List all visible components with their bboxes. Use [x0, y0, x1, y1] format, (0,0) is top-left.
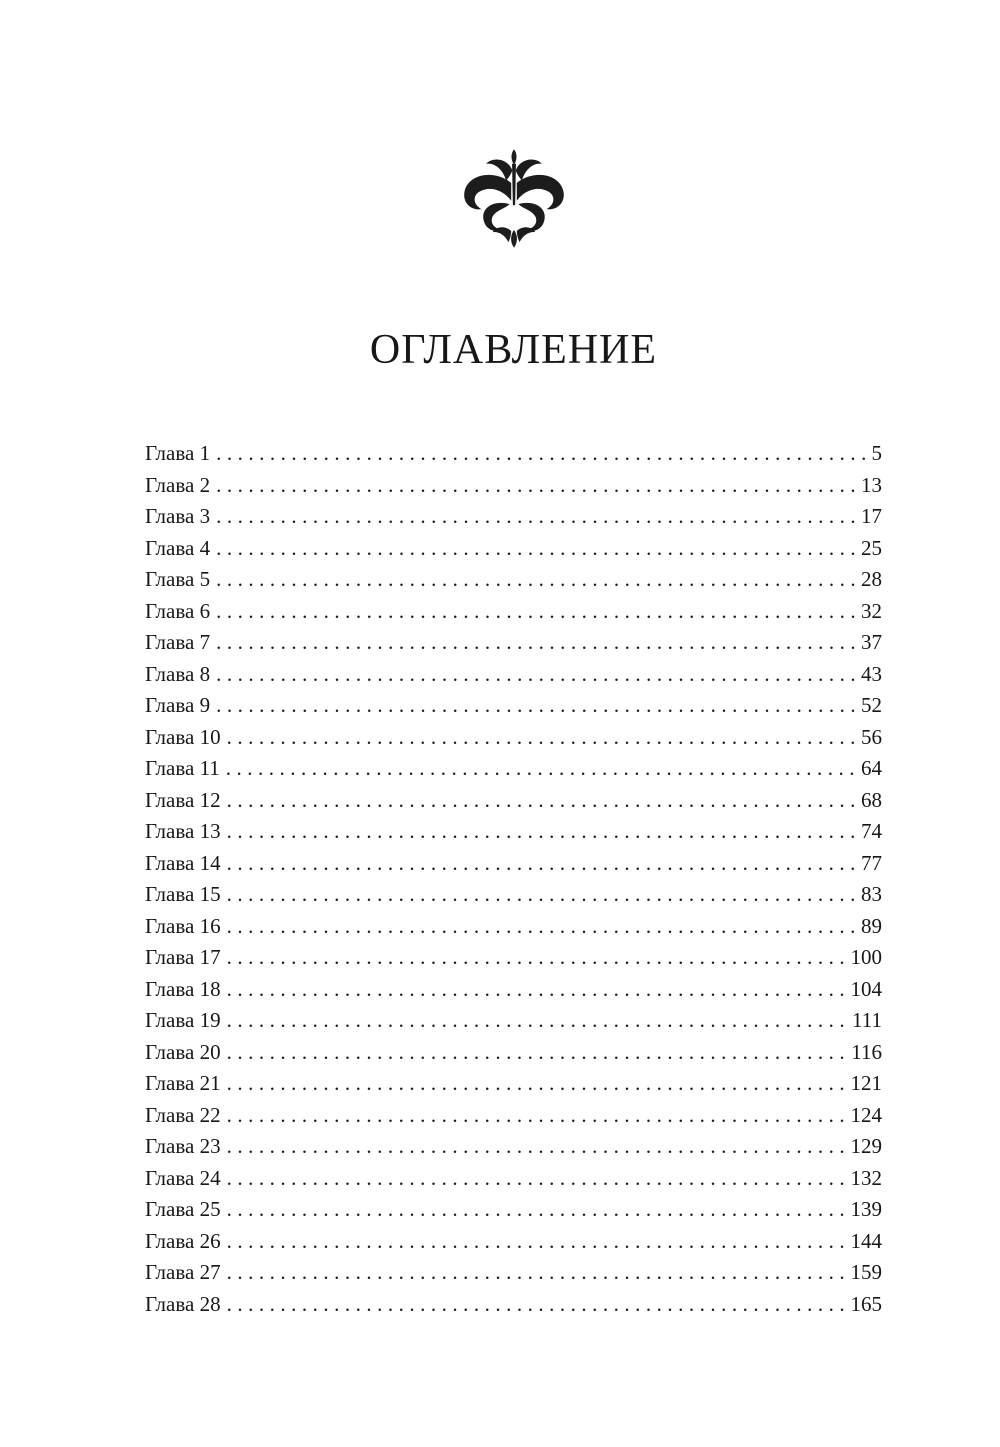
dot-leader — [216, 438, 868, 470]
toc-entry[interactable] — [145, 974, 882, 1006]
toc-entry[interactable] — [145, 596, 882, 628]
toc-entry-page: 139 — [850, 1197, 882, 1221]
toc-entry[interactable] — [145, 879, 882, 911]
dot-leader — [216, 596, 858, 628]
toc-entry-label: Глава 19 — [145, 1008, 221, 1032]
dot-leader — [216, 564, 858, 596]
toc-entry[interactable] — [145, 1037, 882, 1069]
dot-leader — [216, 470, 858, 502]
toc-entry-page: 17 — [861, 504, 882, 528]
toc-entry-page: 129 — [850, 1134, 882, 1158]
toc-list — [145, 438, 882, 1320]
toc-entry-page: 159 — [850, 1260, 882, 1284]
toc-entry-page: 5 — [871, 441, 882, 465]
dot-leader — [227, 1005, 849, 1037]
toc-entry-label: Глава 22 — [145, 1102, 221, 1127]
toc-entry-page: 89 — [861, 913, 882, 938]
toc-entry-label: Глава 12 — [145, 787, 221, 812]
toc-entry[interactable] — [145, 533, 882, 565]
toc-entry-label: Глава 26 — [145, 1228, 221, 1253]
dot-leader — [227, 1257, 848, 1289]
dot-leader — [216, 627, 858, 659]
toc-entry-page: 165 — [850, 1291, 882, 1316]
toc-entry-page: 132 — [850, 1165, 882, 1190]
toc-entry-label: Глава 13 — [145, 819, 221, 843]
toc-entry-label: Глава 2 — [145, 472, 211, 497]
toc-entry-label: Глава 1 — [145, 441, 211, 465]
toc-entry-label: Глава 4 — [145, 535, 211, 560]
toc-entry[interactable] — [145, 1005, 882, 1037]
toc-entry-label: Глава 3 — [145, 504, 211, 528]
toc-entry-label: Глава 14 — [145, 850, 221, 875]
toc-entry-page: 64 — [861, 756, 882, 780]
toc-entry-label: Глава 21 — [145, 1071, 221, 1095]
toc-entry-label: Глава 16 — [145, 913, 221, 938]
dot-leader — [227, 1226, 848, 1258]
toc-entry[interactable] — [145, 753, 882, 785]
toc-entry-page: 52 — [861, 693, 882, 717]
toc-entry-label: Глава 24 — [145, 1165, 221, 1190]
toc-entry[interactable] — [145, 1131, 882, 1163]
page-title: ОГЛАВЛЕНИЕ — [369, 327, 658, 373]
toc-entry[interactable] — [145, 785, 882, 817]
floral-ornament-icon — [145, 148, 882, 249]
toc-entry-page: 56 — [861, 724, 882, 749]
toc-entry-page: 104 — [850, 976, 882, 1001]
toc-entry[interactable] — [145, 848, 882, 880]
toc-entry[interactable] — [145, 1068, 882, 1100]
toc-entry-label: Глава 6 — [145, 598, 211, 623]
toc-entry[interactable] — [145, 1257, 882, 1289]
toc-entry-label: Глава 5 — [145, 567, 211, 591]
toc-entry-label: Глава 17 — [145, 945, 221, 969]
toc-entry[interactable] — [145, 816, 882, 848]
toc-entry[interactable] — [145, 1194, 882, 1226]
toc-entry-page: 111 — [852, 1008, 882, 1032]
dot-leader — [227, 816, 858, 848]
toc-entry-page: 100 — [850, 945, 882, 969]
dot-leader — [227, 1289, 848, 1321]
toc-entry-page: 25 — [861, 535, 882, 560]
toc-entry-label: Глава 9 — [145, 693, 211, 717]
toc-entry-page: 124 — [850, 1102, 882, 1127]
dot-leader — [216, 690, 858, 722]
dot-leader — [216, 501, 858, 533]
dot-leader — [227, 1131, 848, 1163]
dot-leader — [216, 659, 858, 691]
dot-leader — [227, 848, 858, 880]
dot-leader — [227, 1100, 848, 1132]
dot-leader — [227, 911, 858, 943]
toc-entry-page: 28 — [861, 567, 882, 591]
dot-leader — [227, 722, 858, 754]
dot-leader — [227, 1163, 848, 1195]
dot-leader — [227, 942, 848, 974]
toc-entry-label: Глава 25 — [145, 1197, 221, 1221]
toc-entry[interactable] — [145, 438, 882, 470]
dot-leader — [227, 879, 858, 911]
toc-entry-page: 13 — [861, 472, 882, 497]
toc-entry-label: Глава 18 — [145, 976, 221, 1001]
toc-entry[interactable] — [145, 690, 882, 722]
toc-entry-page: 37 — [861, 630, 882, 654]
toc-entry[interactable] — [145, 1163, 882, 1195]
toc-entry-page: 144 — [850, 1228, 882, 1253]
toc-entry-page: 121 — [850, 1071, 882, 1095]
toc-entry-label: Глава 8 — [145, 661, 211, 686]
dot-leader — [227, 1068, 848, 1100]
dot-leader — [216, 533, 858, 565]
toc-entry-page: 77 — [861, 850, 882, 875]
dot-leader — [227, 1194, 848, 1226]
toc-entry[interactable] — [145, 911, 882, 943]
toc-entry[interactable] — [145, 659, 882, 691]
toc-entry-label: Глава 11 — [145, 756, 220, 780]
dot-leader — [227, 785, 858, 817]
toc-entry-page: 43 — [861, 661, 882, 686]
toc-entry[interactable] — [145, 564, 882, 596]
toc-page-content — [145, 0, 882, 1447]
toc-entry-label: Глава 20 — [145, 1039, 221, 1064]
toc-entry-page: 83 — [861, 882, 882, 906]
toc-entry[interactable] — [145, 1289, 882, 1321]
toc-entry-label: Глава 15 — [145, 882, 221, 906]
toc-entry[interactable] — [145, 470, 882, 502]
toc-entry-label: Глава 27 — [145, 1260, 221, 1284]
toc-entry-page: 116 — [851, 1039, 882, 1064]
toc-entry-label: Глава 7 — [145, 630, 211, 654]
toc-entry[interactable] — [145, 627, 882, 659]
toc-entry[interactable] — [145, 1100, 882, 1132]
dot-leader — [226, 753, 858, 785]
toc-entry-label: Глава 23 — [145, 1134, 221, 1158]
dot-leader — [227, 974, 848, 1006]
toc-entry[interactable] — [145, 1226, 882, 1258]
toc-entry[interactable] — [145, 501, 882, 533]
dot-leader — [227, 1037, 849, 1069]
toc-entry[interactable] — [145, 942, 882, 974]
toc-entry[interactable] — [145, 722, 882, 754]
toc-entry-label: Глава 10 — [145, 724, 221, 749]
toc-entry-label: Глава 28 — [145, 1291, 221, 1316]
toc-entry-page: 74 — [861, 819, 882, 843]
toc-entry-page: 32 — [861, 598, 882, 623]
toc-entry-page: 68 — [861, 787, 882, 812]
